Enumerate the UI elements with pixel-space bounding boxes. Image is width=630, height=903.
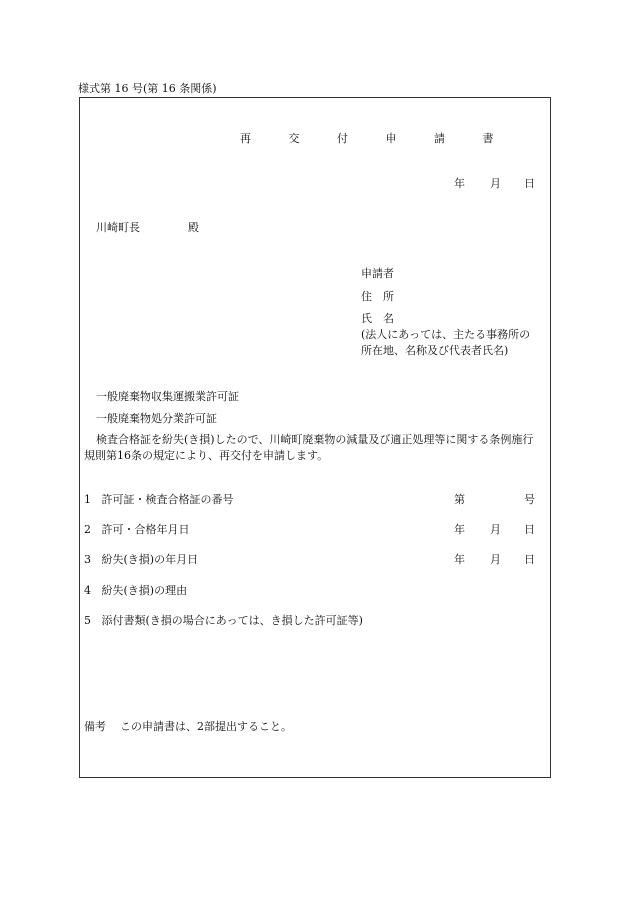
item-3-day: 日 — [524, 553, 535, 566]
item-2-year: 年 — [454, 523, 465, 536]
remarks-text: この申請書は、2部提出すること。 — [120, 720, 292, 733]
addressee-name: 川崎町長 — [96, 221, 140, 234]
permit-type-disposal: 一般廃棄物処分業許可証 — [96, 412, 217, 425]
item-1 — [84, 492, 234, 507]
item-3-month: 月 — [490, 553, 501, 566]
date-month-label: 月 — [490, 177, 501, 190]
name-label: 氏 名 — [361, 312, 394, 325]
item-3 — [84, 552, 198, 567]
remarks-label: 備考 — [84, 720, 106, 733]
form-title: 再 交 付 申 請 書 — [240, 132, 511, 145]
address-label: 住 所 — [361, 290, 394, 303]
statement: 検査合格証を紛失(き損)したので、川崎町廃棄物の減量及び適正処理等に関する条例施行規則第16条の規定により、再交付を申請します。 — [84, 433, 534, 462]
item-4 — [84, 583, 187, 598]
applicant-label: 申請者 — [361, 267, 394, 280]
applicant-note-line2: 所在地、名称及び代表者氏名) — [361, 344, 509, 357]
addressee-honorific: 殿 — [188, 221, 199, 234]
item-number: 5 — [84, 614, 91, 627]
item-label: 紛失(き損)の年月日 — [101, 553, 199, 566]
item-1-prefix: 第 — [454, 493, 465, 506]
item-label: 許可・合格年月日 — [101, 523, 190, 536]
item-2-month: 月 — [490, 523, 501, 536]
form-number: 様式第 16 号(第 16 条関係) — [78, 82, 217, 95]
item-number: 2 — [84, 523, 91, 536]
item-number: 3 — [84, 553, 91, 566]
item-3-year: 年 — [454, 553, 465, 566]
item-label: 許可証・検査合格証の番号 — [101, 493, 234, 506]
applicant-note-line1: (法人にあっては、主たる事務所の — [361, 328, 531, 341]
permit-type-collection: 一般廃棄物収集運搬業許可証 — [96, 390, 239, 403]
item-1-suffix: 号 — [524, 493, 535, 506]
item-2 — [84, 522, 190, 537]
date-year-label: 年 — [454, 177, 465, 190]
item-number: 1 — [84, 493, 91, 506]
item-label: 紛失(き損)の理由 — [101, 584, 188, 597]
item-5 — [84, 613, 363, 628]
item-number: 4 — [84, 584, 91, 597]
date-day-label: 日 — [524, 177, 535, 190]
item-2-day: 日 — [524, 523, 535, 536]
item-label: 添付書類(き損の場合にあっては、き損した許可証等) — [101, 614, 363, 627]
